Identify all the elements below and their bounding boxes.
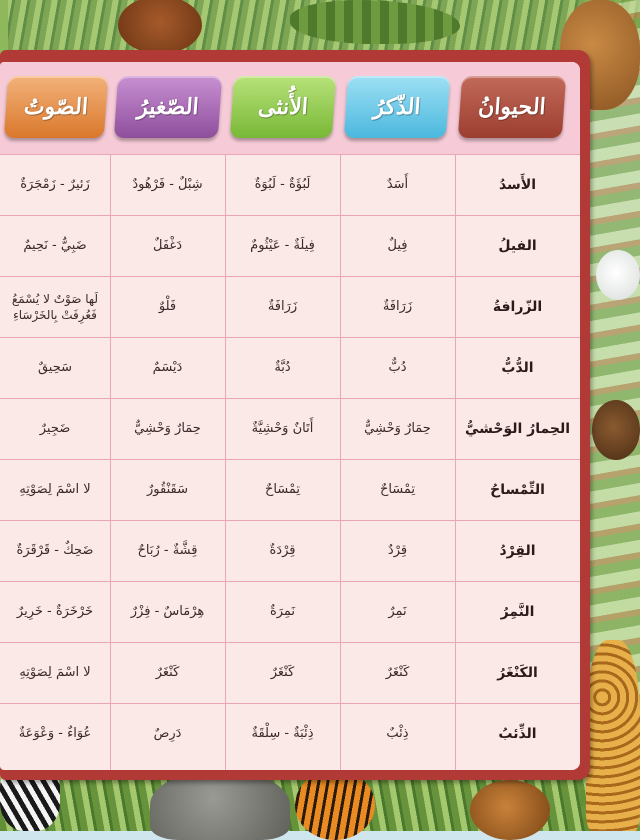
cell-female: تِمْسَاحٌ xyxy=(264,482,301,498)
table-row xyxy=(0,154,580,215)
cell-animal: النَّمِرُ xyxy=(500,603,535,620)
cell-sound: ضَحِكٌ - قَرْقَرَةٌ xyxy=(16,543,94,559)
cell-young: دَغْفَلٌ xyxy=(153,238,183,254)
cell-female: أَتَانٌ وَحْشِيَّةٌ xyxy=(251,421,314,437)
table-row xyxy=(0,276,580,337)
cell-female: ذِئْبَةٌ - سِلْقَةٌ xyxy=(251,726,314,742)
cell-sound: زَئيرٌ - زَمْجَرَةٌ xyxy=(20,177,90,193)
cell-male: قِرْدٌ xyxy=(387,543,408,559)
table-row xyxy=(0,703,580,764)
monkey-illustration xyxy=(592,400,640,460)
cell-sound: لا اسْمَ لِصَوْتِهِ xyxy=(19,482,91,498)
cell-female: قِرْدَةٌ xyxy=(269,543,296,559)
table-row xyxy=(0,642,580,703)
animal-table xyxy=(0,62,580,770)
cell-male: دُبٌّ xyxy=(388,360,407,376)
tiger-illustration xyxy=(295,770,375,840)
cell-young: شِبْلٌ - فَرْهُودٌ xyxy=(132,177,203,193)
cell-animal: الحِمارُ الوَحْشيُّ xyxy=(464,420,571,437)
cell-sound: عُوَاءٌ - وَعْوَعَةٌ xyxy=(18,726,92,742)
table-row xyxy=(0,337,580,398)
cell-animal: التِّمْساحُ xyxy=(490,481,545,498)
cell-sound: سَحِيقٌ xyxy=(37,360,73,376)
giraffe-illustration xyxy=(586,640,640,831)
cell-animal: الكَنْغَرُ xyxy=(497,664,538,681)
cell-sound: ضَجِيرٌ xyxy=(39,421,71,437)
cell-sound: ضَبِيٌّ - نَحِيمٌ xyxy=(23,238,87,254)
header-animal: الحيوانُ xyxy=(458,76,566,138)
header-young: الصّغيرُ xyxy=(114,76,222,138)
cell-sound: لا اسْمَ لِصَوْتِهِ xyxy=(19,665,91,681)
cell-young: حِمَارٌ وَحْشِيٌّ xyxy=(134,421,201,437)
cell-female: دُبَّةٌ xyxy=(274,360,291,376)
cell-male: تِمْسَاحٌ xyxy=(379,482,416,498)
cell-young: قِشَّةٌ - رُبَاحٌ xyxy=(137,543,198,559)
cell-animal: الفيلُ xyxy=(498,237,537,254)
cell-animal: القِرْدُ xyxy=(499,542,536,559)
cell-male: فِيلٌ xyxy=(387,238,408,254)
cell-animal: الدُّبُّ xyxy=(501,359,534,376)
cell-animal: الزّرافةُ xyxy=(492,298,543,315)
rhino-illustration xyxy=(150,770,290,840)
cell-young: فَلْوٌ xyxy=(158,299,177,315)
lion-illustration xyxy=(470,780,550,840)
table-row xyxy=(0,520,580,581)
cell-young: دَيْسَمٌ xyxy=(152,360,183,376)
cell-young: دَرِصٌ xyxy=(153,726,182,742)
cell-female: كَنْغَرٌ xyxy=(270,665,295,681)
table-row xyxy=(0,459,580,520)
header-female: الأُنثى xyxy=(230,76,336,138)
table-row xyxy=(0,398,580,459)
cell-male: حِمَارٌ وَحْشِيٌّ xyxy=(364,421,431,437)
cell-male: كَنْغَرٌ xyxy=(385,665,410,681)
cell-male: أَسَدٌ xyxy=(386,177,409,193)
cell-young: سَقَنْقُورٌ xyxy=(147,482,188,498)
table-row xyxy=(0,215,580,276)
polar-bear-illustration xyxy=(596,250,640,300)
cell-male: نَمِرٌ xyxy=(388,604,407,620)
cell-young: هِرْمَاسٌ - فِزْرٌ xyxy=(130,604,205,620)
cell-sound: خَرْخَرَةٌ - خَرِيرٌ xyxy=(16,604,94,620)
cell-male: ذِئْبٌ xyxy=(386,726,409,742)
cell-young: كَنْغَرٌ xyxy=(155,665,180,681)
cell-female: فِيلَةٌ - عَيْثُومٌ xyxy=(250,238,315,254)
cell-animal: الأَسدُ xyxy=(498,176,537,193)
table-row xyxy=(0,581,580,642)
cell-female: زَرَافَةٌ xyxy=(267,299,298,315)
cell-animal: الذِّئبُ xyxy=(498,725,537,742)
header-sound: الصّوتُ xyxy=(4,76,108,138)
cell-female: نَمِرَةٌ xyxy=(269,604,296,620)
cell-male: زَرَافَةٌ xyxy=(382,299,413,315)
cell-female: لَبُؤَةٌ - لَبُوَةٌ xyxy=(254,177,311,193)
cell-sound: لَها صَوْتٌ لا يُسْمَعُ فَعُرِفَتْ بِالخَرْسَاءِ xyxy=(11,291,99,322)
header-male: الذّكرُ xyxy=(344,76,450,138)
